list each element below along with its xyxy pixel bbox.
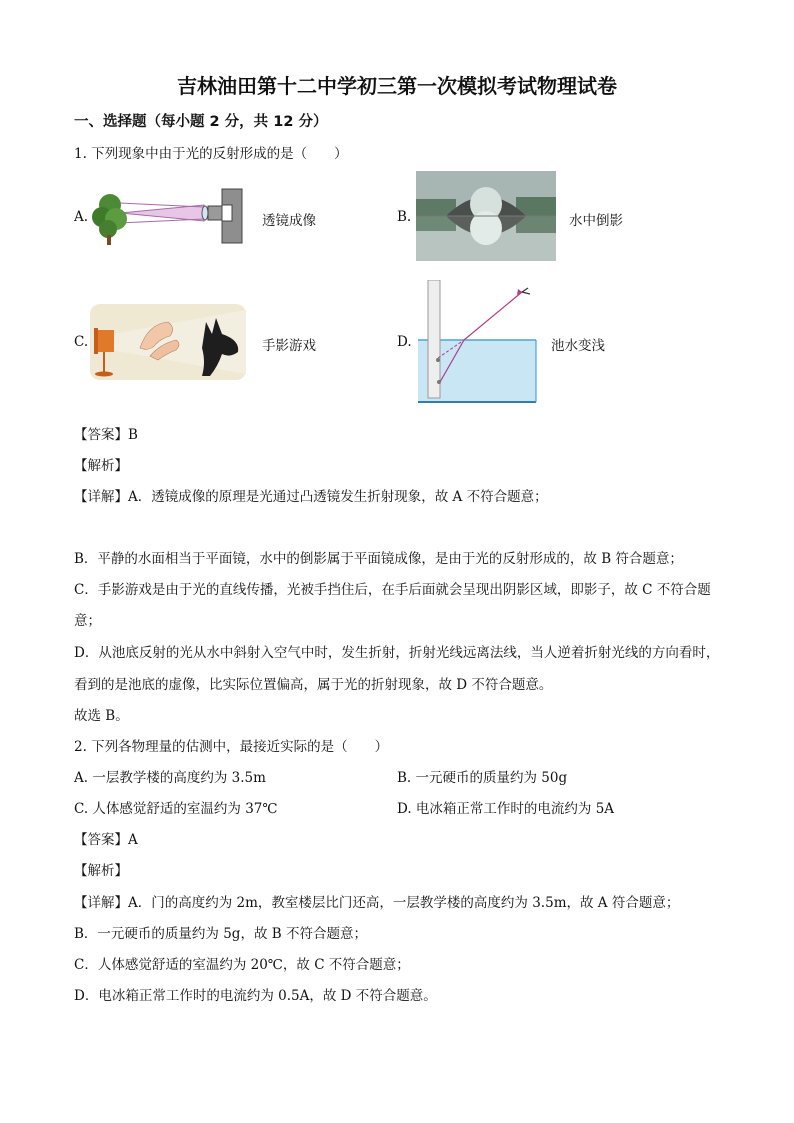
question-2-detail-line: D．电冰箱正常工作时的电流约为 0.5A，故 D 不符合题意。 bbox=[74, 988, 437, 1004]
question-1-answer: 【答案】B bbox=[74, 427, 138, 443]
question-1-detail-line: D．从池底反射的光从水中斜射入空气中时，发生折射，折射光线远离法线，当人逆着折射光线的方向看时， bbox=[74, 645, 720, 661]
option-a-letter: A. bbox=[74, 209, 89, 225]
question-2-option-b: B. 一元硬币的质量约为 50g bbox=[397, 770, 568, 786]
pool-refraction-diagram bbox=[418, 280, 542, 404]
question-2-option-d: D. 电冰箱正常工作时的电流约为 5A bbox=[397, 801, 615, 817]
question-1-analysis-label: 【解析】 bbox=[74, 458, 128, 474]
lens-projection-figure bbox=[92, 185, 244, 247]
question-2-option-a: A. 一层教学楼的高度约为 3.5m bbox=[74, 770, 266, 786]
question-1-conclusion: 故选 B。 bbox=[74, 708, 129, 724]
option-d-caption: 池水变浅 bbox=[551, 338, 605, 354]
question-1-detail-line: 看到的是池底的虚像，比实际位置偏高，属于光的折射现象，故 D 不符合题意。 bbox=[74, 677, 553, 693]
option-d-letter: D. bbox=[397, 334, 412, 350]
section-heading: 一、选择题（每小题 2 分，共 12 分） bbox=[74, 114, 328, 130]
question-2-answer: 【答案】A bbox=[74, 832, 138, 848]
question-2-analysis-label: 【解析】 bbox=[74, 863, 128, 879]
question-2-detail-line: B．一元硬币的质量约为 5g，故 B 不符合题意； bbox=[74, 926, 367, 942]
question-1-stem: 1. 下列现象中由于光的反射形成的是（ ） bbox=[74, 146, 348, 162]
question-1-detail-line: 【详解】A．透镜成像的原理是光通过凸透镜发生折射现象，故 A 不符合题意； bbox=[74, 489, 548, 505]
option-c-letter: C. bbox=[74, 334, 89, 350]
option-b-letter: B. bbox=[397, 209, 412, 225]
page-title: 吉林油田第十二中学初三第一次模拟考试物理试卷 bbox=[177, 74, 617, 98]
question-1-detail-line: C．手影游戏是由于光的直线传播，光被手挡住后，在手后面就会呈现出阴影区域，即影子，故 C 不符合题 bbox=[74, 582, 711, 598]
question-2-detail-line: C．人体感觉舒适的室温约为 20℃，故 C 不符合题意； bbox=[74, 957, 410, 973]
question-2-option-c: C. 人体感觉舒适的室温约为 37℃ bbox=[74, 801, 278, 817]
question-2-stem: 2. 下列各物理量的估测中，最接近实际的是（ ） bbox=[74, 739, 389, 755]
question-2-detail-line: 【详解】A．门的高度约为 2m，教室楼层比门还高，一层教学楼的高度约为 3.5m，故 A 符合题意； bbox=[74, 895, 680, 911]
option-c-caption: 手影游戏 bbox=[262, 338, 316, 354]
hand-shadow-figure bbox=[90, 304, 246, 380]
question-1-detail-line: B．平静的水面相当于平面镜，水中的倒影属于平面镜成像，是由于光的反射形成的，故 B 符合题意； bbox=[74, 551, 683, 567]
bridge-reflection-photo bbox=[416, 171, 556, 261]
option-a-caption: 透镜成像 bbox=[262, 213, 316, 229]
option-b-caption: 水中倒影 bbox=[569, 213, 623, 229]
question-1-detail-line: 意； bbox=[74, 613, 101, 629]
